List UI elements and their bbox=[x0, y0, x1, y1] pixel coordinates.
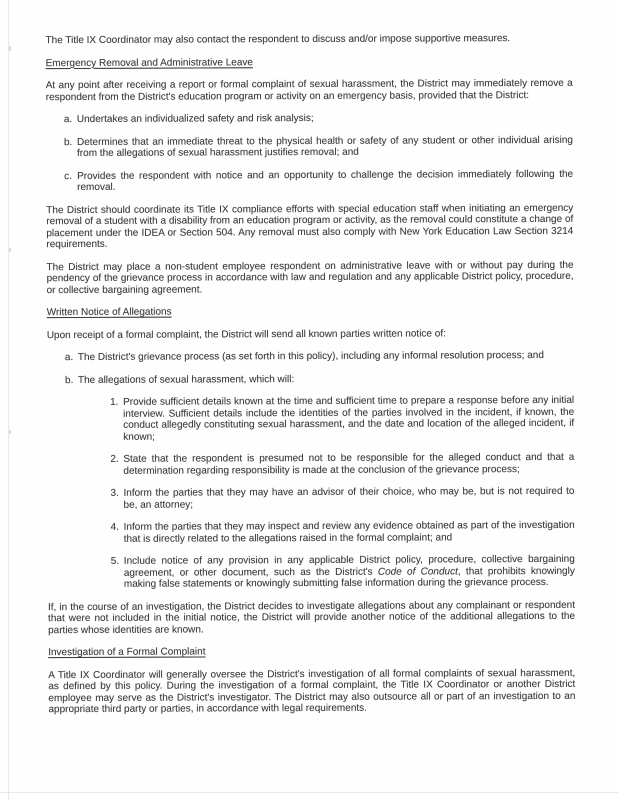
paragraph-emergency-intro: At any point after receiving a report or formal complaint of sexual harassment, the District may immediately remove a respondent from the District's education program or activity on an emergency basis, provided that the District: bbox=[45, 77, 573, 103]
list-item-text: Provides the respondent with notice and an opportunity to challenge the decision immediately following the removal. bbox=[77, 168, 574, 194]
list-marker: b. bbox=[64, 374, 74, 386]
list-marker: 4. bbox=[110, 521, 120, 533]
paragraph-supportive-measures: The Title IX Coordinator may also contact the respondent to discuss and/or impose supportive measures. bbox=[45, 33, 511, 47]
list-marker: c. bbox=[64, 170, 72, 182]
list-item-emergency-c bbox=[64, 168, 573, 193]
list-item-allegation-1 bbox=[110, 395, 574, 443]
list-item-notice-b bbox=[65, 372, 574, 386]
paragraph-notice-intro: Upon receipt of a formal complaint, the District will send all known parties written notice of: bbox=[46, 327, 446, 341]
list-item-text-after: , that prohibits knowingly making false statements or knowingly submitting false information during the grievance process. bbox=[123, 565, 575, 590]
heading-emergency-removal: Emergency Removal and Administrative Leave bbox=[45, 56, 253, 69]
list-item-text bbox=[124, 554, 575, 590]
document-body bbox=[45, 33, 575, 727]
list-item-allegation-4 bbox=[111, 520, 575, 545]
list-item-allegation-5 bbox=[111, 554, 575, 591]
heading-investigation: Investigation of a Formal Complaint bbox=[48, 646, 206, 659]
list-marker: 2. bbox=[110, 453, 119, 465]
list-item-text: Undertakes an individualized safety and risk analysis; bbox=[76, 112, 314, 126]
list-item-allegation-3 bbox=[110, 486, 574, 511]
paragraph-additional-allegations: If, in the course of an investigation, the District decides to investigate allegations about any complainant or respondent that were not included in the initial notice, the District will provide another notice of the additional allegations to the parties whose identities are known. bbox=[47, 599, 576, 636]
list-item-text: Inform the parties that they may have an advisor of their choice, who may be, but is not required to be, an attorney; bbox=[123, 485, 575, 511]
paragraph-special-education: The District should coordinate its Title IX compliance efforts with special education staff when initiating an emergency removal of a student with a disability from an education program or activity, as the removal could constitute a change of placement under the IDEA or Section 504. Any removal must also comply with New York Education Law Section 3214 requirements. bbox=[46, 202, 574, 251]
list-marker: 3. bbox=[110, 487, 119, 499]
list-item-text: Determines that an immediate threat to the physical health or safety of any student or other individual arising from the allegations of sexual harassment justifies removal; and bbox=[76, 134, 573, 160]
list-item-emergency-b bbox=[64, 134, 573, 159]
scan-speck bbox=[9, 430, 11, 434]
list-item-allegation-2 bbox=[110, 452, 574, 477]
list-item-text-before: Include notice of any provision in any applicable District policy, procedure, collective bargaining agreement, or other document, such as the District's bbox=[123, 553, 575, 579]
list-item-text: Provide sufficient details known at the time and sufficient time to prepare a response before any initial interview. Sufficient details include the identities of the parties involved in the incident, if known, the conduct allegedly constituting sexual harassment, and the date and location of the alleged incident, if known; bbox=[123, 394, 575, 443]
list-marker: a. bbox=[63, 114, 73, 126]
list-item-text: State that the respondent is presumed not to be responsible for the alleged conduct and that a determination regarding responsibility is made at the conclusion of the grievance process; bbox=[123, 451, 575, 477]
list-item-text: The allegations of sexual harassment, which will: bbox=[77, 373, 295, 386]
scan-edge-left bbox=[8, 0, 9, 800]
list-item-text: The District's grievance process (as set forth in this policy), including any informal resolution process; and bbox=[77, 349, 544, 364]
list-item-emergency-a bbox=[64, 112, 573, 126]
list-marker: 5. bbox=[110, 555, 120, 567]
list-marker: 1. bbox=[110, 396, 119, 408]
scan-edge-bottom bbox=[0, 792, 618, 793]
list-item-notice-a bbox=[65, 350, 574, 364]
paragraph-administrative-leave: The District may place a non-student employee respondent on administrative leave with or without pay during the pendency of the grievance process in accordance with law and regulation and any applicable District policy, procedure, or collective bargaining agreement. bbox=[46, 259, 574, 296]
code-of-conduct-italic: Code of Conduct bbox=[377, 565, 458, 578]
list-marker: a. bbox=[64, 352, 74, 364]
scan-speck bbox=[9, 248, 11, 252]
list-marker: b. bbox=[63, 136, 73, 148]
list-item-text: Inform the parties that they may inspect and review any evidence obtained as part of the investigation that is directly related to the allegations raised in the formal complaint; and bbox=[123, 519, 575, 545]
scan-speck bbox=[9, 46, 11, 51]
paragraph-investigation: A Title IX Coordinator will generally oversee the District's investigation of all formal complaints of sexual harassment, as defined by this policy. During the investigation of a formal complaint, the Title IX Coordinator or another District employee may serve as the District's investigator. The District may also outsource all or part of an investigation to an appropriate third party or parties, in accordance with legal requirements. bbox=[48, 667, 576, 716]
heading-written-notice: Written Notice of Allegations bbox=[46, 306, 172, 319]
